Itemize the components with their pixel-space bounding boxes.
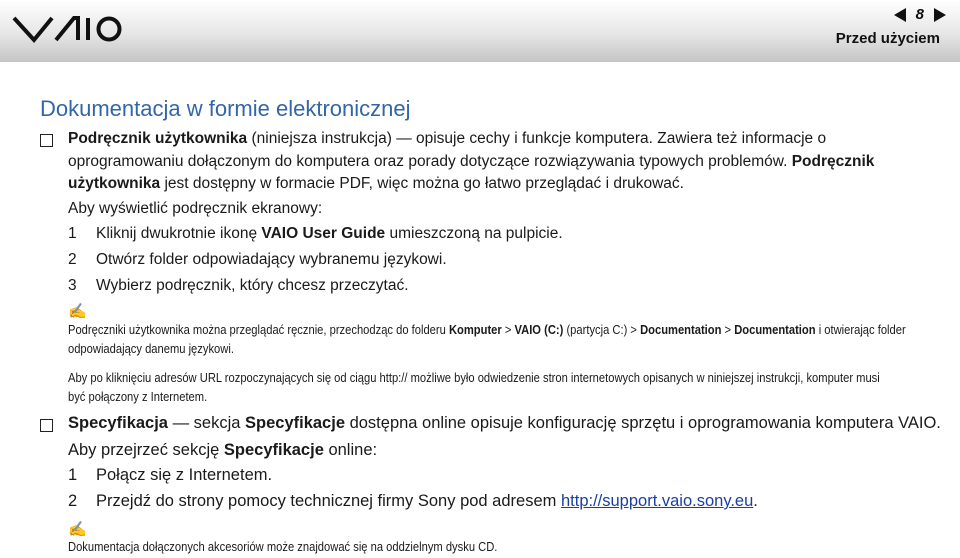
item2-intro: Aby przejrzeć sekcję Specyfikacje online: — [68, 441, 378, 459]
bullet-checkbox-icon — [40, 419, 53, 432]
vaio-logo — [12, 14, 124, 44]
step-1: 1 Kliknij dwukrotnie ikonę VAIO User Guide umieszczoną na pulpicie. — [68, 225, 563, 242]
note2-line2: być połączony z Internetem. — [68, 389, 208, 404]
item1-line2: oprogramowaniu dołączonym do komputera oraz porady dotyczące rozwiązywania typowych problemów. Podręcznik — [68, 153, 875, 170]
note1-line2: odpowiadający danemu językowi. — [68, 341, 234, 356]
arrow-left-icon[interactable] — [894, 8, 906, 22]
section-title: Przed użyciem — [835, 30, 940, 47]
item1-line1: Podręcznik użytkownika (niniejsza instrukcja) — opisuje cechy i funkcje komputera. Zawiera też informacje o — [68, 130, 827, 147]
note3: Dokumentacja dołączonych akcesoriów może znajdować się na oddzielnym dysku CD. — [68, 539, 498, 554]
page-navigation — [894, 6, 946, 23]
bullet-checkbox-icon — [40, 134, 53, 147]
step-2: 2 Otwórz folder odpowiadający wybranemu językowi. — [68, 251, 447, 268]
item2-line1: Specyfikacja — sekcja Specyfikacje dostępna online opisuje konfigurację sprzętu i oprogramowania komputera VAIO. — [68, 414, 941, 432]
note2-line1: Aby po kliknięciu adresów URL rozpoczynających się od ciągu http:// możliwe było odwiedzenie stron internetowych opisanych w niniejszej instrukcji, komputer musi — [68, 370, 880, 385]
arrow-right-icon[interactable] — [934, 8, 946, 22]
page-header — [0, 0, 960, 62]
item2-step-1: 1 Połącz się z Internetem. — [68, 466, 273, 484]
item2-step-2: 2 Przejdź do strony pomocy technicznej firmy Sony pod adresem http://support.vaio.sony.eu. — [68, 492, 758, 510]
pencil-note-icon: ✍ — [68, 303, 87, 320]
note1-line1: Podręczniki użytkownika można przeglądać ręcznie, przechodząc do folderu Komputer > VAIO (C:) (partycja C:) > Documentation > Documentation i otwierając folder — [68, 322, 906, 337]
step-3: 3 Wybierz podręcznik, który chcesz przeczytać. — [68, 277, 409, 294]
item1-intro: Aby wyświetlić podręcznik ekranowy: — [68, 200, 323, 217]
page-title: Dokumentacja w formie elektronicznej — [40, 96, 411, 121]
item1-line3: użytkownika jest dostępny w formacie PDF, więc można go łatwo przeglądać i drukować. — [68, 175, 684, 192]
page-number: 8 — [915, 6, 924, 23]
pencil-note-icon: ✍ — [68, 521, 87, 538]
support-link[interactable]: http://support.vaio.sony.eu — [560, 492, 754, 510]
